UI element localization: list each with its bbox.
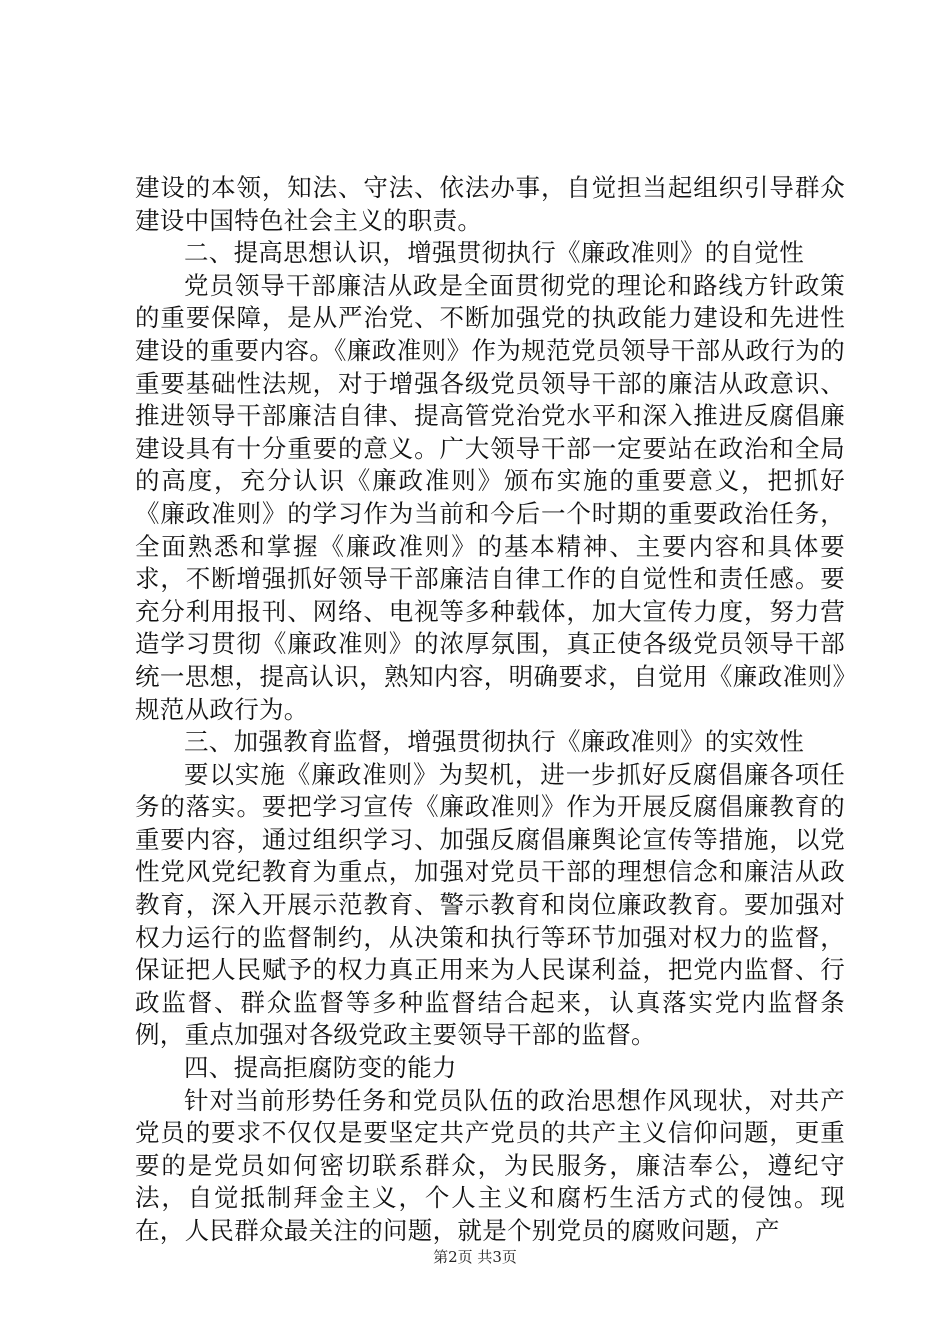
page-number-footer: 第2页 共3页 xyxy=(433,1248,517,1266)
section-heading-4: 四、提高拒腐防变的能力 xyxy=(184,1053,457,1083)
paragraph-section-3: 要以实施《廉政准则》为契机，进一步抓好反腐倡廉各项任务的落实。要把学习宣传《廉政准则》作为开展反腐倡廉教育的重要内容，通过组织学习、加强反腐倡廉舆论宣传等措施，以党性党风党纪教育为重点，加强对党员干部的理想信念和廉洁从政教育，深入开展示范教育、警示教育和岗位廉政教育。要加强对权力运行的监督制约，从决策和执行等环节加强对权力的监督，保证把人民赋予的权力真正用来为人民谋利益，把党内监督、行政监督、群众监督等多种监督结合起来，认真落实党内监督条例，重点加强对各级党政主要领导干部的监督。 xyxy=(135,759,845,1050)
paragraph-section-4: 针对当前形势任务和党员队伍的政治思想作风现状，对共产党员的要求不仅仅是要坚定共产党员的共产主义信仰问题，更重要的是党员如何密切联系群众，为民服务，廉洁奉公，遵纪守法，自觉抵制拜金主义，个人主义和腐朽生活方式的侵蚀。现在，人民群众最关注的问题，就是个别党员的腐败问题，产 xyxy=(135,1085,845,1245)
paragraph-continuation: 建设的本领，知法、守法、依法办事，自觉担当起组织引导群众建设中国特色社会主义的职责。 xyxy=(135,173,845,235)
document-body xyxy=(135,172,845,1248)
paragraph-section-2: 党员领导干部廉洁从政是全面贯彻党的理论和路线方针政策的重要保障，是从严治党、不断加强党的执政能力建设和先进性建设的重要内容。《廉政准则》作为规范党员领导干部从政行为的重要基础性法规，对于增强各级党员领导干部的廉洁从政意识、推进领导干部廉洁自律、提高管党治党水平和深入推进反腐倡廉建设具有十分重要的意义。广大领导干部一定要站在政治和全局的高度，充分认识《廉政准则》颁布实施的重要意义，把抓好《廉政准则》的学习作为当前和今后一个时期的重要政治任务，全面熟悉和掌握《廉政准则》的基本精神、主要内容和具体要求，不断增强抓好领导干部廉洁自律工作的自觉性和责任感。要充分利用报刊、网络、电视等多种载体，加大宣传力度，努力营造学习贯彻《廉政准则》的浓厚氛围，真正使各级党员领导干部统一思想，提高认识，熟知内容，明确要求，自觉用《廉政准则》规范从政行为。 xyxy=(135,270,845,724)
section-heading-2: 二、提高思想认识，增强贯彻执行《廉政准则》的自觉性 xyxy=(184,238,804,268)
section-heading-3: 三、加强教育监督，增强贯彻执行《廉政准则》的实效性 xyxy=(184,727,804,757)
